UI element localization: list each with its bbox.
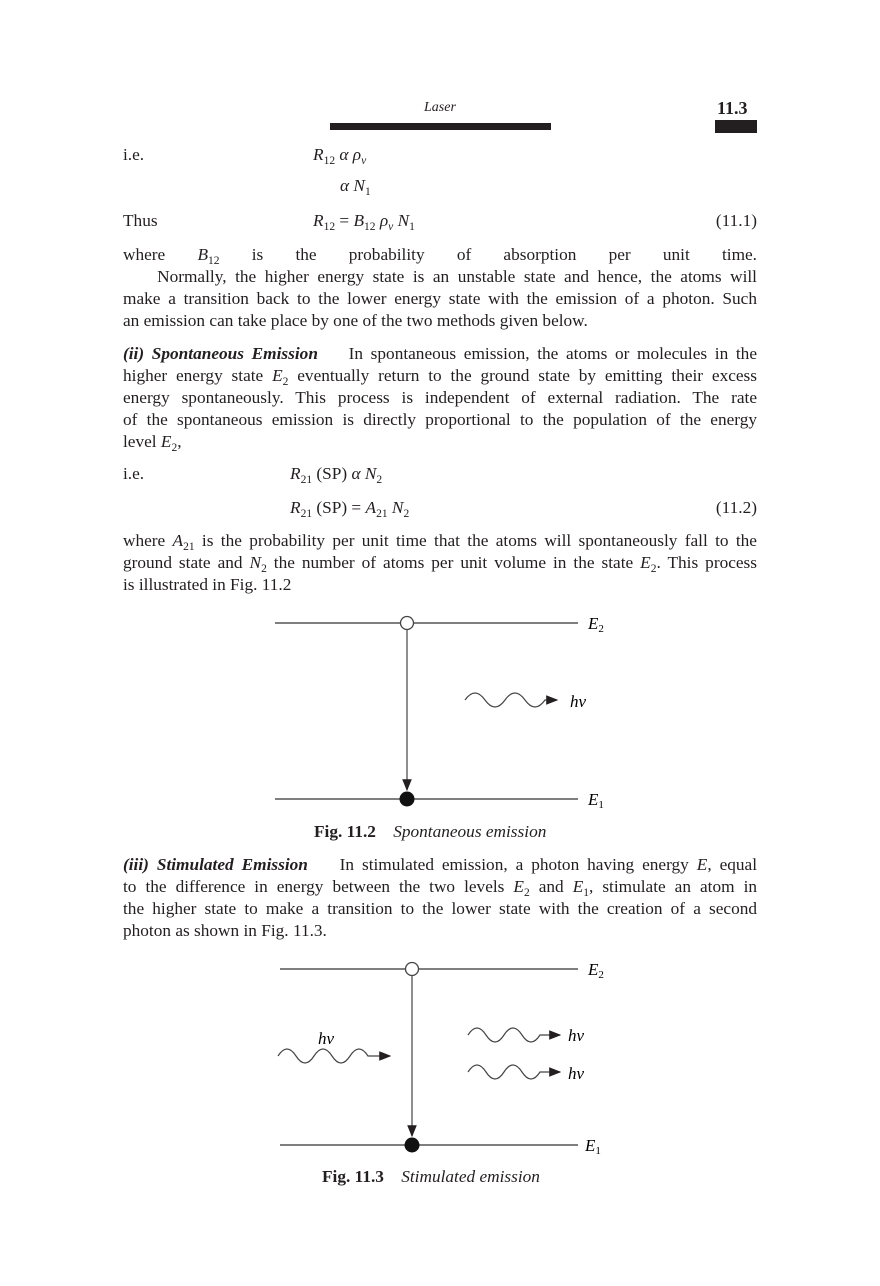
text-segment: (ii) Spontaneous Emission — [123, 344, 318, 363]
text-segment: the number of atoms per unit volume in the state — [266, 553, 641, 572]
text-segment: 1 — [583, 887, 589, 899]
text-segment: N — [249, 553, 262, 572]
text-segment: v — [361, 155, 367, 167]
text-segment: ρ — [375, 211, 389, 230]
text-line — [123, 854, 757, 875]
text-line — [123, 898, 757, 919]
text-segment: , stimulate an atom in — [589, 877, 758, 896]
ie-label: i.e. — [123, 145, 145, 164]
text-segment: (SP) — [312, 464, 352, 483]
text-segment: 2 — [261, 563, 267, 575]
text-segment: 21 — [376, 508, 388, 520]
emitted-photon-wave-icon-2 — [468, 1065, 560, 1079]
ie-label-2: i.e. — [123, 464, 145, 483]
text-segment: (iii) Stimulated Emission — [123, 855, 308, 874]
text-segment: ρ — [352, 145, 362, 164]
text-segment: where — [123, 245, 198, 264]
figure-stimulated-emission — [0, 946, 880, 1166]
thus-label: Thus — [123, 211, 158, 230]
text-segment: photon as shown in Fig. 11.3. — [123, 921, 327, 940]
text-segment: A — [365, 498, 377, 517]
text-segment: R — [313, 211, 324, 230]
text-segment: 2 — [403, 508, 410, 520]
text-segment: 2 — [523, 887, 530, 899]
equation-proportional-n1 — [340, 176, 371, 198]
text-segment: α — [335, 145, 353, 164]
text-line — [123, 266, 757, 287]
text-line — [123, 409, 757, 430]
text-segment: is the probability of absorption per unit time. — [219, 245, 757, 264]
caption-text: Stimulated emission — [401, 1167, 540, 1186]
text-segment: 12 — [364, 221, 376, 233]
equation-11-2 — [290, 498, 409, 520]
caption-number: Fig. 11.3 — [322, 1167, 384, 1186]
text-segment: eventually return to the ground state by emitting their excess — [288, 366, 758, 385]
equation-proportional-rho — [313, 145, 366, 167]
header-rule — [330, 123, 551, 130]
text-segment: Normally, the higher energy state is an unstable state and hence, the atoms will — [123, 267, 757, 286]
text-segment: In stimulated emission, a photon having energy — [307, 855, 697, 874]
text-segment: 12 — [208, 255, 220, 267]
photon-wave-icon — [465, 693, 557, 707]
text-segment: , equal — [707, 855, 757, 874]
incident-photon-wave-icon — [278, 1049, 390, 1063]
text-segment: E — [513, 877, 524, 896]
text-segment: E — [640, 553, 651, 572]
text-segment: 21 — [300, 474, 313, 486]
text-segment: ground state and — [123, 553, 250, 572]
text-line — [123, 920, 757, 941]
text-segment: α N — [351, 464, 377, 483]
text-segment: . This process — [656, 553, 758, 572]
label-e2: E2 — [588, 960, 604, 981]
photon-label: hν — [570, 692, 587, 711]
text-segment: 12 — [323, 221, 336, 233]
equation-proportional-n2 — [290, 464, 382, 486]
text-segment: , — [177, 432, 182, 451]
text-segment: N — [353, 176, 365, 195]
text-segment: is the probability per unit time that the atoms will spontaneously fall to the — [194, 531, 757, 550]
text-segment: 2 — [171, 442, 178, 454]
text-segment: In spontaneous emission, the atoms or molecules in the — [317, 344, 757, 363]
incident-photon-label: hν — [318, 1029, 335, 1048]
emitted-photon-wave-icon-1 — [468, 1028, 560, 1042]
equation-number-11-1: (11.1) — [715, 211, 757, 230]
text-line — [123, 431, 757, 459]
emitted-photon-label-2: hν — [568, 1064, 585, 1083]
text-line — [123, 310, 757, 331]
text-line — [123, 574, 757, 595]
text-segment: E — [272, 366, 283, 385]
text-segment: R — [290, 464, 301, 483]
label-e1: E1 — [588, 790, 604, 811]
text-segment: 2 — [282, 376, 289, 388]
empty-state-circle — [406, 963, 419, 976]
label-e1: E1 — [585, 1136, 601, 1157]
figure-caption-11-2 — [314, 822, 546, 842]
text-segment: E — [572, 877, 584, 896]
figure-spontaneous-emission — [0, 600, 880, 820]
text-segment: v — [388, 221, 394, 233]
text-segment: energy spontaneously. This process is independent of external radiation. The rate — [123, 388, 757, 407]
text-segment: is illustrated in Fig. 11.2 — [123, 575, 292, 594]
filled-state-circle — [405, 1138, 420, 1153]
text-segment: A — [172, 531, 184, 550]
text-segment: 2 — [376, 474, 383, 486]
text-segment: = — [335, 211, 354, 230]
text-segment: 21 — [183, 541, 195, 553]
running-title: Laser — [424, 100, 456, 115]
text-segment: 1 — [409, 221, 415, 233]
text-line — [123, 343, 757, 364]
text-segment: R — [290, 498, 301, 517]
text-segment: N — [387, 498, 404, 517]
text-segment: make a transition back to the lower energy state with the emission of a photon. Such — [123, 289, 757, 308]
text-segment: and — [529, 877, 573, 896]
text-segment: B — [197, 245, 208, 264]
text-segment: the higher state to make a transition to the lower state with the creation of a second — [123, 899, 757, 918]
text-segment: 12 — [323, 155, 336, 167]
text-segment: to the difference in energy between the two levels — [123, 877, 514, 896]
figure-caption-11-3 — [322, 1167, 540, 1187]
text-segment: R — [313, 145, 324, 164]
text-line — [123, 288, 757, 309]
text-segment: N — [393, 211, 410, 230]
equation-11-1 — [313, 211, 415, 233]
text-segment: 21 — [300, 508, 313, 520]
emitted-photon-label-1: hν — [568, 1026, 585, 1045]
text-segment: 2 — [650, 563, 657, 575]
text-segment: higher energy state — [123, 366, 273, 385]
page-tab-marker — [715, 120, 757, 133]
equation-number-11-2: (11.2) — [715, 498, 757, 517]
text-line — [123, 387, 757, 408]
text-segment: α — [340, 176, 354, 195]
text-segment: an emission can take place by one of the two methods given below. — [123, 311, 588, 330]
page-number: 11.3 — [717, 98, 748, 118]
filled-state-circle — [400, 792, 415, 807]
text-segment: of the spontaneous emission is directly proportional to the population of the energy — [123, 410, 757, 429]
text-segment: B — [353, 211, 365, 230]
caption-number: Fig. 11.2 — [314, 822, 376, 841]
text-segment: where — [123, 531, 173, 550]
caption-text: Spontaneous emission — [393, 822, 547, 841]
label-e2: E2 — [588, 614, 604, 635]
text-segment: E — [160, 432, 172, 451]
text-segment: 1 — [364, 186, 371, 198]
text-segment: E — [696, 855, 708, 874]
text-segment: (SP) = — [312, 498, 366, 517]
text-segment: level — [123, 432, 161, 451]
empty-state-circle — [401, 617, 414, 630]
